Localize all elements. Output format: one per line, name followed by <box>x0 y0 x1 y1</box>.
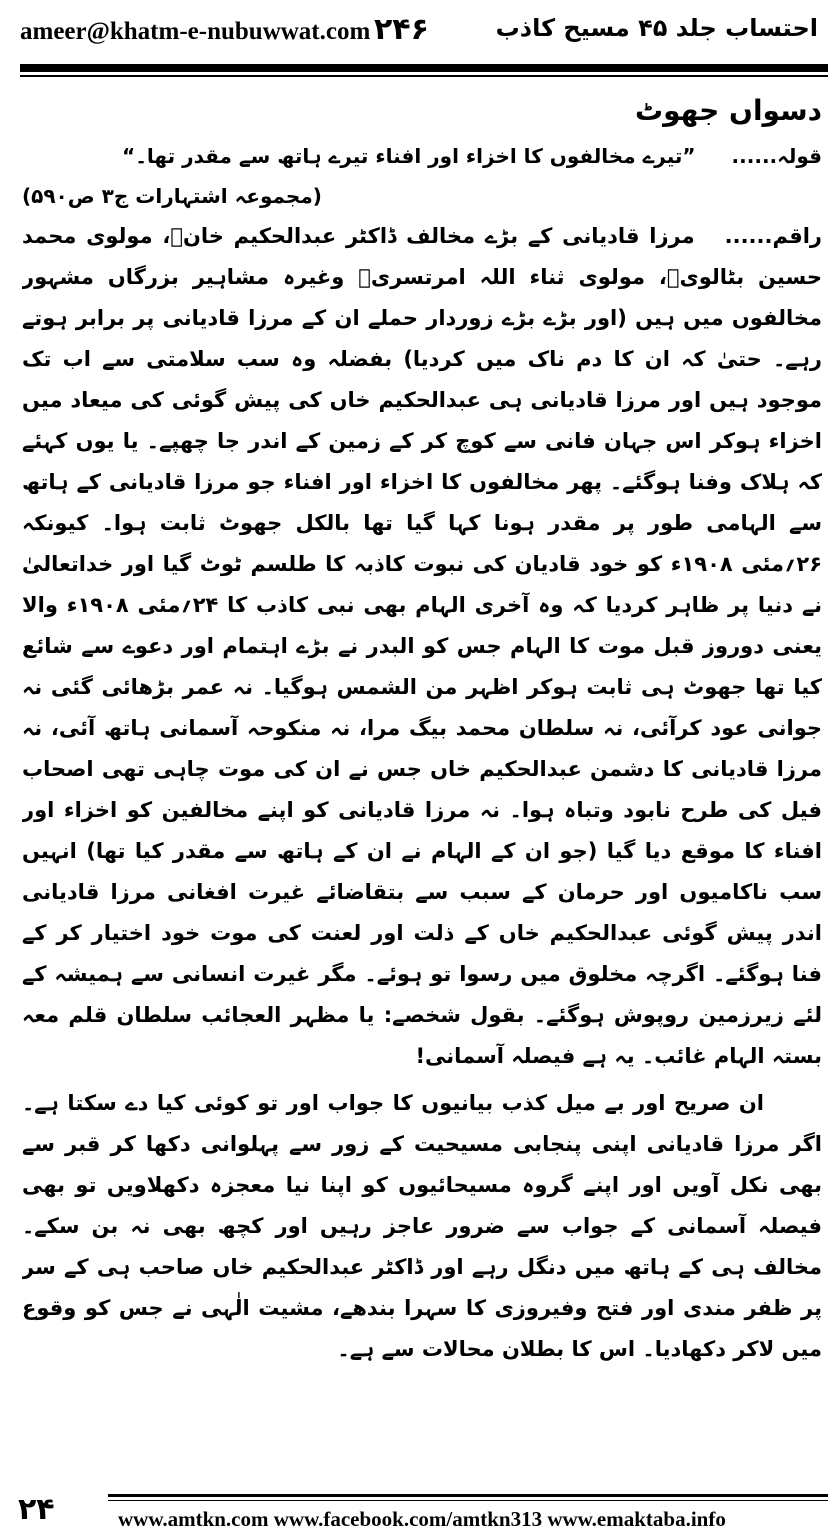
page-header <box>0 0 840 60</box>
paragraph-1-text: مرزا قادیانی کے بڑے مخالف ڈاکٹر عبدالحکیم خانؒ، مولوی محمد حسین بٹالویؒ، مولوی ثناء اللہ امرتسریؒ وغیرہ مشاہیر بزرگاں مشہور مخالفوں میں ہیں (اور بڑے بڑے زوردار حملے ان کے مرزا قادیانی پر برابر ہوتے رہے۔ حتیٰ کہ ان کا دم ناک میں کردیا) بفضلہ وہ سب سلامتی سے اب تک موجود ہیں اور مرزا قادیانی ہی عبدالحکیم خاں کی پیش گوئی کی میعاد میں اخزاء ہوکر اس جہان فانی سے کوچ کر کے زمین کے اندر جا چھپے۔ یا یوں کہئے کہ ہلاک وفنا ہوگئے۔ پھر مخالفوں کا اخزاء اور افناء جو مرزا قادیانی کے ہاتھ سے الہامی طور پر مقدر ہونا کہا گیا تھا بالکل جھوٹ ثابت ہوا۔ کیونکہ ۲۶؍مئی ۱۹۰۸ء کو خود قادیان کی نبوت کاذبہ کا طلسم ٹوٹ گیا اور خداتعالیٰ نے دنیا پر ظاہر کردیا کہ وہ آخری الہام بھی نبی کاذب کا ۲۴؍مئی ۱۹۰۸ء والا یعنی دوروز قبل موت کا الہام جس کو البدر نے بڑے اہتمام اور دعوے سے شائع کیا تھا جھوٹ ہی ثابت ہوکر اظہر من الشمس ہوگیا۔ نہ عمر بڑھائی گئی نہ جوانی عود کرآئی، نہ سلطان محمد بیگ مرا، نہ منکوحہ آسمانی ہاتھ آئی، نہ مرزا قادیانی کا دشمن عبدالحکیم خاں جس نے ان کی موت چاہی تھی اصحاب فیل کی طرح نابود وتباہ ہوا۔ نہ مرزا قادیانی کو اپنے مخالفین کو اخزاء اور افناء کا موقع دیا گیا (جو ان کے الہام نے ان کے ہاتھ سے مقدر کیا تھا) انہیں سب ناکامیوں اور حرمان کے سبب سے بتقاضائے غیرت افغانی مرزا قادیانی اندر پیش گوئی عبدالحکیم خاں کے ذلت اور لعنت کی موت خود اختیار کر کے فنا ہوگئے۔ اگرچہ مخلوق میں رسوا تو ہوئے۔ مگر غیرت انسانی سے ہمیشہ کے لئے زیرزمین روپوش ہوگئے۔ بقول شخصے: یا مظہر العجائب سلطان قلم معہ بستہ الہام غائب۔ یہ ہے فیصلہ آسمانی! <box>22 224 822 1068</box>
book-title: احتساب جلد ۴۵ مسیح کاذب <box>495 14 818 42</box>
qawl-text: ”تیرے مخالفوں کا اخزاء اور افناء تیرے ہاتھ سے مقدر تھا۔“ <box>122 144 696 168</box>
page-content <box>22 88 822 1478</box>
footer-number: ۲۴ <box>18 1492 55 1527</box>
footer-links: www.amtkn.com www.facebook.com/amtkn313 www.emaktaba.info <box>118 1507 726 1531</box>
section-heading: دسواں جھوٹ <box>634 94 822 127</box>
raqim-label: راقم...... <box>724 224 822 248</box>
reference: (مجموعہ اشتہارات ج۳ ص۵۹۰) <box>22 184 322 208</box>
qawl-label: قولہ...... <box>731 144 822 168</box>
header-rule-thick <box>20 64 828 72</box>
qawl-line <box>22 136 822 176</box>
page-number: ۲۴۶ <box>374 12 429 47</box>
footer-rule-thin <box>108 1500 828 1501</box>
header-email: ameer@khatm-e-nubuwwat.com <box>20 18 371 45</box>
paragraph-1 <box>22 216 822 1077</box>
paragraph-2: ان صریح اور بے میل کذب بیانیوں کا جواب اور تو کوئی کیا دے سکتا ہے۔ اگر مرزا قادیانی اپنی پنجابی مسیحیت کے زور سے پہلوانی دکھا کر قبر سے بھی نکل آویں اور اپنے گروہ مسیحائیوں کو اپنا نیا معجزہ دکھلاویں تو بھی فیصلہ آسمانی کے جواب سے ضرور عاجز رہیں اور کچھ بھی نہ بن سکے۔ مخالف ہی کے ہاتھ میں دنگل رہے اور ڈاکٹر عبدالحکیم خاں صاحب ہی کے سر پر ظفر مندی اور فتح وفیروزی کا سہرا بندھے، مشیت الٰہی نے جس کو وقوع میں لاکر دکھادیا۔ اس کا بطلان محالات سے ہے۔ <box>22 1091 822 1361</box>
footer-rule-thick <box>108 1494 828 1497</box>
header-rule-thin <box>20 75 828 77</box>
